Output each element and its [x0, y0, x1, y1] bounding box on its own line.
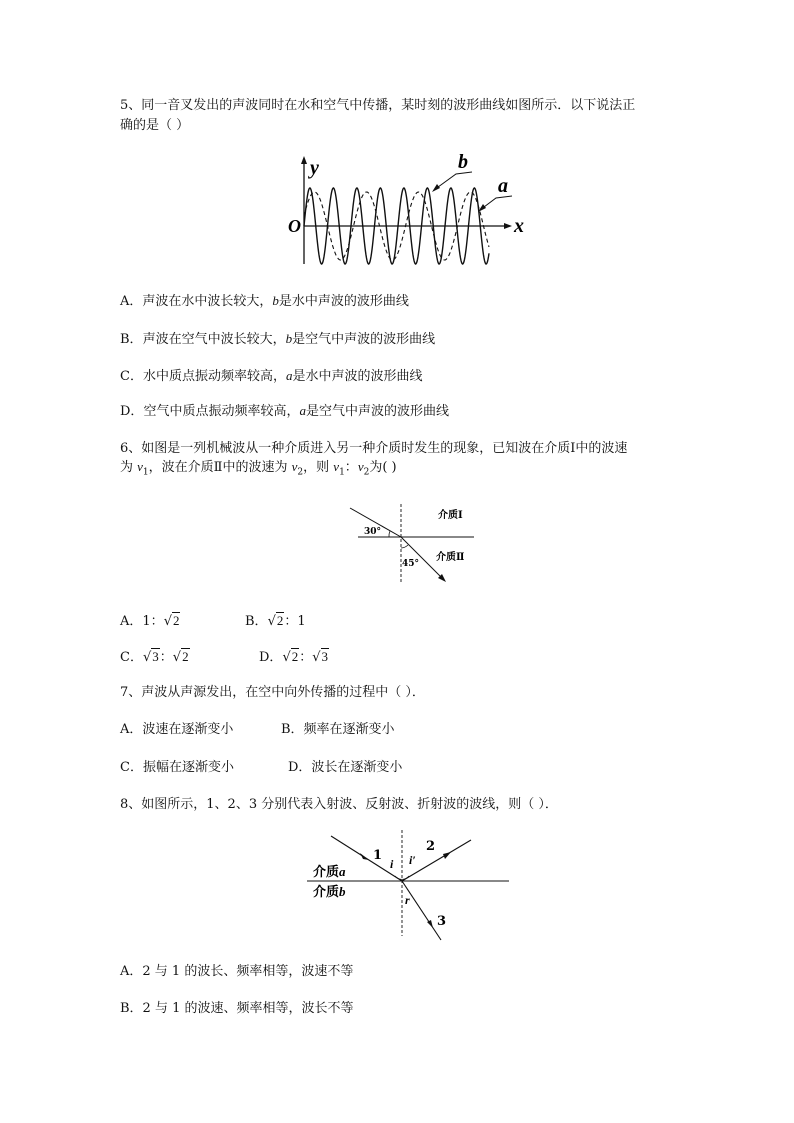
q7-option-a[interactable]: A．波速在逐渐变小	[120, 722, 234, 737]
q6-option-c[interactable]: C．√3：√2	[120, 649, 189, 665]
q8-ray2-label: 2	[426, 839, 436, 854]
q8-option-a[interactable]: A．2 与 1 的波长、频率相等，波速不等	[120, 964, 354, 979]
q8-ray3	[402, 881, 441, 940]
q8-stem: 8、如图所示，1、2、3 分别代表入射波、反射波、折射波的波线，则（ ）．	[120, 797, 558, 812]
q6-option-b[interactable]: B．√2：1	[245, 613, 306, 629]
q6-angle2-label: 45°	[402, 559, 420, 569]
q5-origin-label: O	[288, 216, 301, 236]
q6-stem-line2: 为 $v_1$，波在介质Ⅱ中的波速为 $v_2$，则 $v_1$：$v_2$为( )	[120, 459, 397, 478]
q5-x-label: x	[514, 215, 524, 237]
q8-angle-i: i	[390, 857, 394, 871]
q8-angle-i2: i′	[409, 853, 416, 867]
q6-medium2-label: 介质Ⅱ	[436, 552, 465, 563]
q8-ray3-label: 3	[437, 914, 447, 929]
q6-medium1-label: 介质Ⅰ	[438, 510, 463, 521]
q5-stem-line1: 5、同一音叉发出的声波同时在水和空气中传播，某时刻的波形曲线如图所示．以下说法正	[120, 98, 636, 113]
q8-ray1-label: 1	[373, 848, 383, 863]
q5-stem-line2: 确的是（ ）	[120, 118, 190, 133]
q7-stem: 7、声波从声源发出，在空中向外传播的过程中（ ）．	[120, 685, 425, 700]
q5-option-b[interactable]: B．声波在空气中波长较大，b是空气中声波的波形曲线	[120, 331, 436, 347]
q8-option-b[interactable]: B．2 与 1 的波速、频率相等，波长不等	[120, 1001, 354, 1016]
q8-medium-b-label: 介质b	[313, 884, 346, 900]
q6-refraction-figure	[344, 500, 524, 590]
q5-arrow-b	[434, 172, 472, 190]
q6-angle1-label: 30°	[364, 527, 382, 537]
q6-option-d[interactable]: D．√2：√3	[259, 649, 329, 665]
q7-option-b[interactable]: B．频率在逐渐变小	[281, 722, 395, 737]
q5-option-d[interactable]: D．空气中质点振动频率较高，a是空气中声波的波形曲线	[120, 403, 449, 419]
q8-angle-r: r	[405, 893, 410, 907]
q5-option-c[interactable]: C．水中质点振动频率较高，a是水中声波的波形曲线	[120, 368, 423, 384]
q5-option-a[interactable]: A．声波在水中波长较大，b是水中声波的波形曲线	[120, 293, 409, 309]
q6-stem-line1: 6、如图是一列机械波从一种介质进入另一种介质时发生的现象，已知波在介质Ⅰ中的波速	[120, 441, 628, 456]
q7-option-d[interactable]: D．波长在逐渐变小	[288, 760, 403, 775]
q5-curve-b-label: b	[458, 152, 468, 173]
q5-curve-a-label: a	[498, 175, 508, 197]
q7-option-c[interactable]: C．振幅在逐渐变小	[120, 760, 234, 775]
q6-option-a[interactable]: A．1：√2	[120, 613, 180, 629]
q5-y-label: y	[310, 157, 319, 179]
q8-medium-a-label: 介质a	[313, 864, 346, 880]
q5-wave-figure	[284, 152, 544, 270]
q8-reflection-figure	[305, 826, 515, 942]
